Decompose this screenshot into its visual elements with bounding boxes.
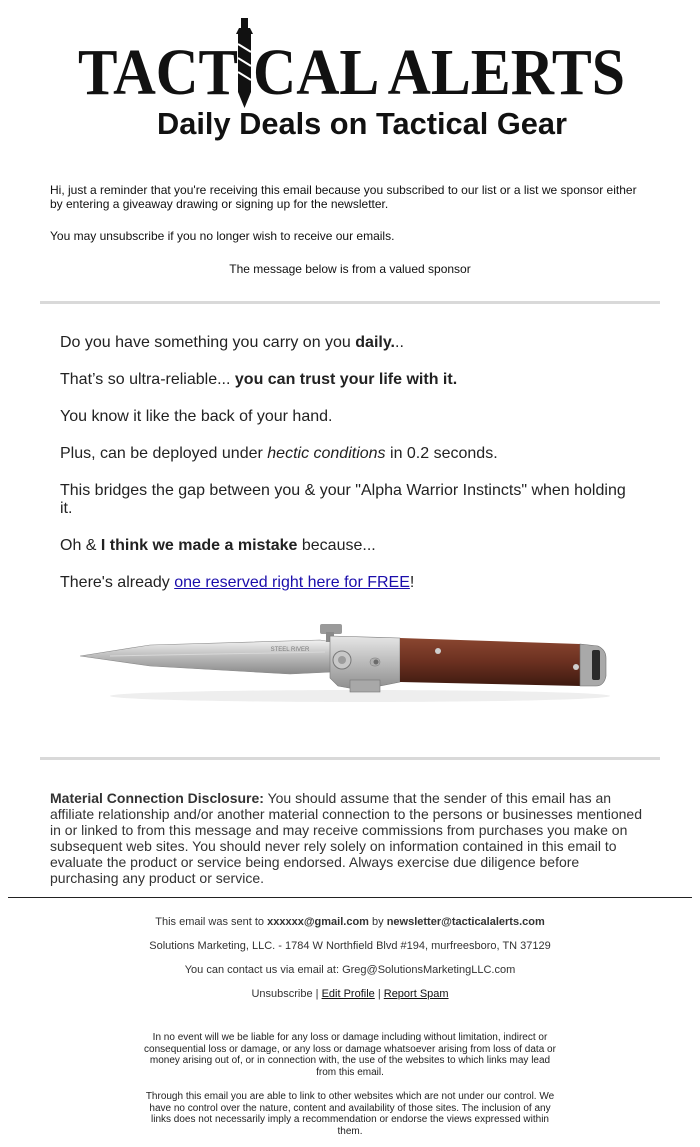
message-line-6 — [60, 537, 640, 555]
line-1-text: Do you have something you carry on you — [60, 334, 356, 351]
line-4-end: in 0.2 seconds. — [385, 445, 498, 462]
logo-text-left: TACT — [78, 36, 238, 109]
recipient-email: xxxxxx@gmail.com — [267, 916, 369, 928]
line-1-end: .. — [395, 334, 404, 351]
logo-graphic — [0, 12, 700, 142]
report-spam-link[interactable]: Report Spam — [383, 988, 449, 1000]
logo-knife-icon — [236, 18, 253, 108]
message-line-5: This bridges the gap between you & your "Alpha Warrior Instincts" when holding it. — [60, 482, 626, 517]
line-4-italic: hectic conditions — [267, 445, 386, 462]
line-7-end: ! — [409, 574, 415, 591]
footer-rule — [8, 897, 692, 898]
tagline: Daily Deals on Tactical Gear — [157, 106, 567, 141]
unsubscribe-note: You may unsubscribe if you no longer wish to receive our emails. — [50, 229, 395, 243]
footer-links — [0, 986, 700, 1002]
sent-to-line — [0, 914, 700, 930]
top-divider — [40, 301, 660, 304]
line-6-bold: I think we made a mistake — [100, 537, 298, 554]
message-line-2 — [60, 371, 640, 389]
intro-section — [50, 183, 650, 261]
link-separator: | — [374, 988, 384, 1000]
message-line-4 — [60, 445, 640, 463]
contact-line: You can contact us via email at: Greg@SolutionsMarketingLLC.com — [184, 964, 516, 976]
disclosure-text: You should assume that the sender of this email has an affiliate relationship and/or another material connection to the persons or businesses mentioned in or linked to from this message and may receive commissions from purchases you make on subsequent web sites. You should never rely solely on information contained in this email to evaluate the product or service being endorsed. Always exercise due diligence before purchasing any product or service. — [50, 790, 642, 886]
knife-product-image[interactable] — [80, 618, 620, 708]
unsubscribe-link[interactable]: Unsubscribe — [251, 988, 313, 1000]
sender-email: newsletter@tacticalalerts.com — [386, 916, 545, 928]
material-disclosure — [50, 790, 650, 886]
email-footer — [0, 914, 700, 1010]
line-2-bold: you can trust your life with it. — [234, 371, 458, 388]
message-line-3: You know it like the back of your hand. — [60, 408, 333, 425]
line-6-end: because... — [297, 537, 376, 554]
line-6-text: Oh & — [60, 537, 101, 554]
liability-disclaimer: In no event will we be liable for any loss or damage including without limitation, indirect or consequential loss or damage, or any loss or damage whatsoever arising from loss of data or money arising out of, or in connection with, the use of the websites to which links may lead from this email. — [144, 1032, 556, 1078]
sponsor-note: The message below is from a valued sponsor — [229, 262, 471, 276]
knife-graphic — [80, 618, 620, 708]
link-separator: | — [312, 988, 322, 1000]
line-2-text: That’s so ultra-reliable... — [60, 371, 235, 388]
bottom-divider — [40, 757, 660, 760]
logo-text-right: CAL ALERTS — [253, 36, 625, 109]
edit-profile-link[interactable]: Edit Profile — [321, 988, 375, 1000]
line-7-text: There's already — [60, 574, 175, 591]
disclosure-label: Material Connection Disclosure: — [50, 790, 264, 806]
subscription-reminder: Hi, just a reminder that you're receiving this email because you subscribed to our list or a list we sponsor either by entering a giveaway drawing or signing up for the newsletter. — [50, 183, 637, 211]
sent-mid: by — [368, 916, 387, 928]
external-links-disclaimer: Through this email you are able to link to other websites which are not under our control. We have no control over the nature, content and availability of those sites. The inclusion of any links does not necessarily imply a recommendation or endorse the views expressed within them. — [145, 1091, 555, 1137]
sponsor-message — [60, 334, 640, 611]
line-1-bold: daily. — [355, 334, 395, 351]
line-4-text: Plus, can be deployed under — [60, 445, 268, 462]
sent-prefix: This email was sent to — [155, 916, 268, 928]
brand-logo — [0, 12, 700, 142]
message-line-7 — [60, 574, 640, 592]
knife-brand-label: STEEL RIVER — [270, 647, 310, 653]
company-address: Solutions Marketing, LLC. - 1784 W Northfield Blvd #194, murfreesboro, TN 37129 — [149, 940, 551, 952]
message-line-1 — [60, 334, 640, 352]
free-offer-link[interactable]: one reserved right here for FREE — [174, 574, 410, 591]
